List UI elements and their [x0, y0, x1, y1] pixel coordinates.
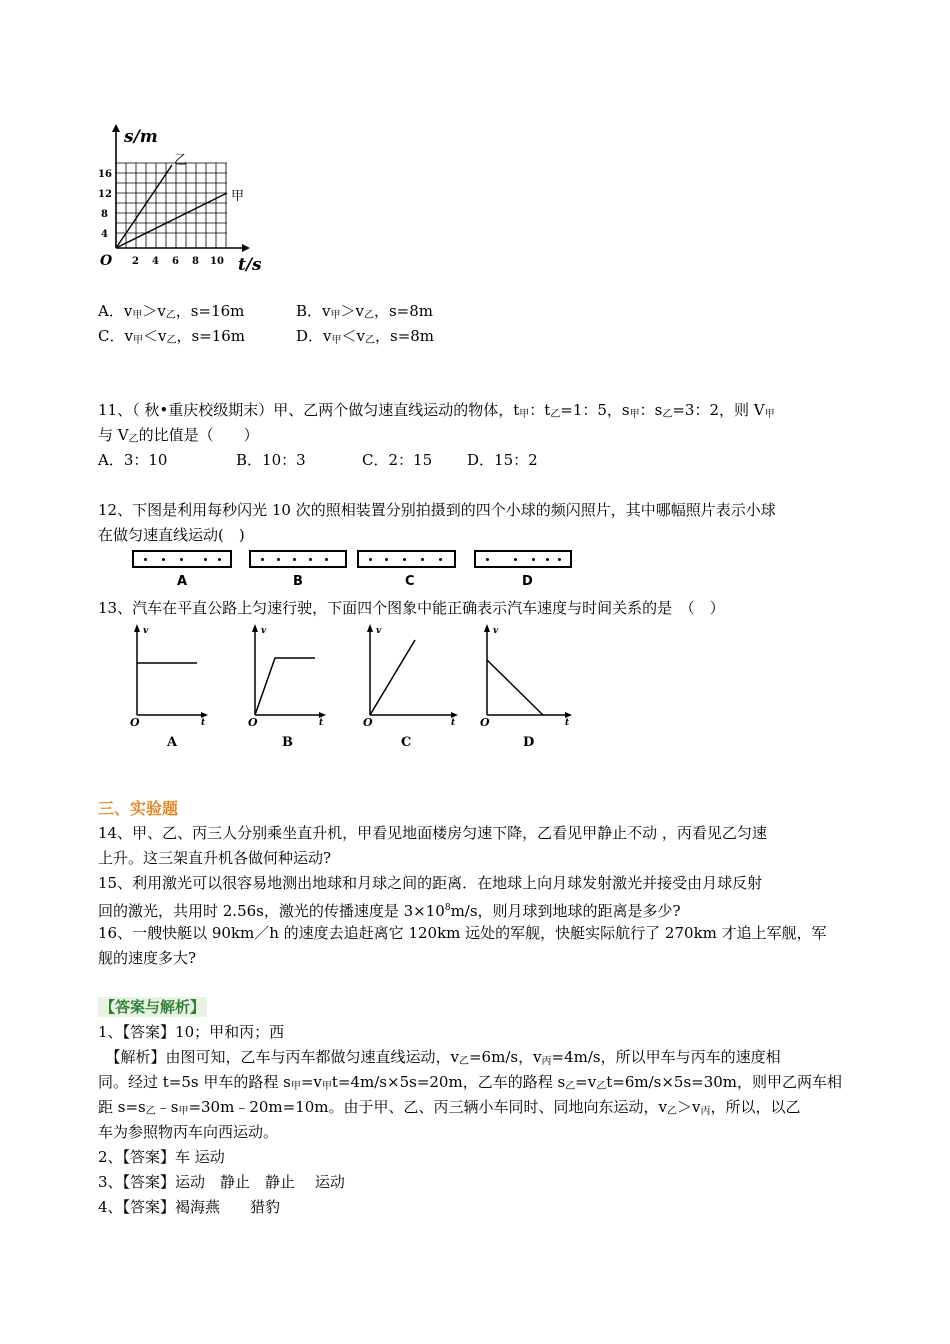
x-tick: 8 — [192, 256, 199, 267]
ball-dot — [204, 558, 207, 561]
q10-option-b: B．$v_甲>v_乙$，s=8m — [296, 302, 434, 321]
ball-dot — [293, 558, 296, 561]
vt-c-o: O — [363, 716, 373, 729]
ball-dot — [514, 558, 517, 561]
ball-dot — [277, 558, 280, 561]
q11-option-d: D．15：2 — [467, 451, 538, 469]
x-tick: 6 — [172, 256, 179, 267]
origin-label: O — [100, 253, 113, 269]
flash-photo-d — [474, 550, 572, 568]
q12-line1: 12、下图是利用每秒闪光 10 次的照相装置分别拍摄到的四个小球的频闪照片，其中哪幅照片表示小球 — [98, 501, 776, 519]
vt-a-t: t — [201, 718, 206, 728]
q10-option-d: D．$v_甲<v_乙$，s=8m — [296, 327, 435, 346]
vt-graph-b — [248, 624, 326, 750]
ball-dot — [421, 558, 424, 561]
q16-line1: 16、一艘快艇以 90km／h 的速度去追赶离它 120km 远处的军舰，快艇实际航行了 270km 才追上军舰，军 — [98, 924, 827, 942]
ball-dot — [162, 558, 165, 561]
ball-dot — [385, 558, 388, 561]
vt-d-o: O — [480, 716, 490, 729]
q15-line1: 15、利用激光可以很容易地测出地球和月球之间的距离．在地球上向月球发射激光并接受由月球反射 — [98, 874, 763, 892]
graph-grid — [116, 163, 227, 248]
q13-line1: 13、汽车在平直公路上匀速行驶，下面四个图象中能正确表示汽车速度与时间关系的是 （ ） — [98, 599, 725, 617]
vt-graphs — [125, 620, 585, 755]
q14-line1: 14、甲、乙、丙三人分别乘坐直升机，甲看见地面楼房匀速下降，乙看见甲静止不动 ，丙看见乙匀速 — [98, 824, 767, 842]
vt-d-label: D — [523, 735, 535, 750]
vt-a-v: v — [143, 626, 149, 636]
flash-label-a: A — [177, 574, 188, 589]
vt-b-o: O — [248, 716, 258, 729]
vt-d-v: v — [493, 626, 499, 636]
q10-option-c: C．$v_甲<v_乙$，s=16m — [98, 327, 246, 346]
vt-a-label: A — [167, 735, 178, 750]
q11-option-c: C．2：15 — [362, 451, 433, 469]
explanation-1-line4: 车为参照物丙车向西运动。 — [98, 1123, 279, 1141]
flash-photo-b — [249, 550, 347, 568]
ball-dot — [325, 558, 328, 561]
flash-photo-c — [357, 550, 456, 568]
explanation-1-line2: 同。经过 t=5s 甲车的路程 $s_甲=v_甲t=4m/s\times 5s=20m$，乙车的路程 $s_乙=v_乙t=6m/s\times 5s=30m$，则甲乙两车相 — [98, 1073, 843, 1092]
vt-b-label: B — [282, 735, 293, 750]
ball-dot — [486, 558, 489, 561]
vt-graph-a — [130, 624, 208, 750]
q11-option-a: A．3：10 — [98, 451, 168, 469]
vt-b-v: v — [261, 626, 267, 636]
y-tick: 8 — [101, 209, 108, 220]
vt-c-label: C — [401, 735, 412, 750]
ball-dot — [144, 558, 147, 561]
ball-dot — [439, 558, 442, 561]
q10-option-a: A．$v_甲>v_乙$，s=16m — [98, 302, 245, 321]
label-yi: 乙 — [174, 153, 188, 168]
vt-c-v: v — [376, 626, 382, 636]
ball-dot — [218, 558, 221, 561]
answer-4: 4、【答案】褐海燕 猎豹 — [98, 1198, 281, 1216]
flash-label-b: B — [293, 574, 303, 589]
y-axis-arrow — [112, 124, 120, 132]
ball-dot — [532, 558, 535, 561]
section-heading-experiments: 三、实验题 — [98, 799, 179, 818]
explanation-1-line3: 距 $s=s_乙﹣s_甲=30m﹣20m=10m$。由于甲、乙、丙三辆小车同时、同地向东运动，$v_乙>v_丙$，所以，以乙 — [98, 1098, 801, 1117]
q11-option-b: B．10：3 — [236, 451, 306, 469]
x-tick: 10 — [210, 256, 224, 267]
q16-line2: 舰的速度多大? — [98, 949, 197, 967]
ball-dot — [546, 558, 549, 561]
ball-dot — [309, 558, 312, 561]
y-axis-label: s/m — [124, 127, 158, 147]
st-graph — [96, 120, 276, 280]
ball-dot — [558, 558, 561, 561]
vt-b-t: t — [319, 718, 324, 728]
q11-line2: 与 $V_乙$的比值是（ ） — [98, 426, 259, 445]
vt-graph-d — [480, 624, 572, 750]
q14-line2: 上升。这三架直升机各做何种运动? — [98, 849, 332, 867]
x-axis-arrow — [242, 244, 250, 252]
explanation-1-line1: 【解析】由图可知，乙车与丙车都做匀速直线运动，$v_乙=6m/s$，$v_丙=4m/s$，所以甲车与丙车的速度相 — [98, 1048, 781, 1067]
flash-label-d: D — [522, 574, 533, 589]
vt-c-t: t — [451, 718, 456, 728]
vt-a-o: O — [130, 716, 140, 729]
answer-3: 3、【答案】运动 静止 静止 运动 — [98, 1173, 345, 1191]
answers-heading: 【答案与解析】 — [100, 998, 206, 1016]
flash-photo-a — [132, 550, 232, 568]
answer-1: 1、【答案】10；甲和丙；西 — [98, 1023, 285, 1041]
q15-line2: 回的激光，共用时 2.56s，激光的传播速度是 $3\times 10^8m/s$，则月球到地球的距离是多少? — [98, 902, 681, 920]
x-tick: 4 — [152, 256, 159, 267]
flash-label-c: C — [405, 574, 415, 589]
ball-dot — [180, 558, 183, 561]
q11-line1: 11、（ 秋•重庆校级期末）甲、乙两个做匀速直线运动的物体，$t_甲$：$t_乙=1$：5，$s_甲$：$s_乙=3$：2，则 $V_甲$ — [98, 401, 775, 420]
vt-d-t: t — [565, 718, 570, 728]
y-tick: 4 — [101, 229, 108, 240]
answer-2: 2、【答案】车 运动 — [98, 1148, 225, 1166]
ball-dot — [369, 558, 372, 561]
x-tick: 2 — [132, 256, 139, 267]
label-jia: 甲 — [231, 189, 245, 204]
q12-line2: 在做匀速直线运动( ) — [98, 526, 245, 544]
line-yi — [116, 165, 172, 248]
line-jia — [116, 193, 227, 248]
ball-dot — [261, 558, 264, 561]
vt-graph-c — [363, 624, 458, 750]
y-tick: 16 — [98, 169, 112, 180]
x-axis-label: t/s — [238, 255, 262, 275]
y-tick: 12 — [98, 189, 112, 200]
ball-dot — [403, 558, 406, 561]
